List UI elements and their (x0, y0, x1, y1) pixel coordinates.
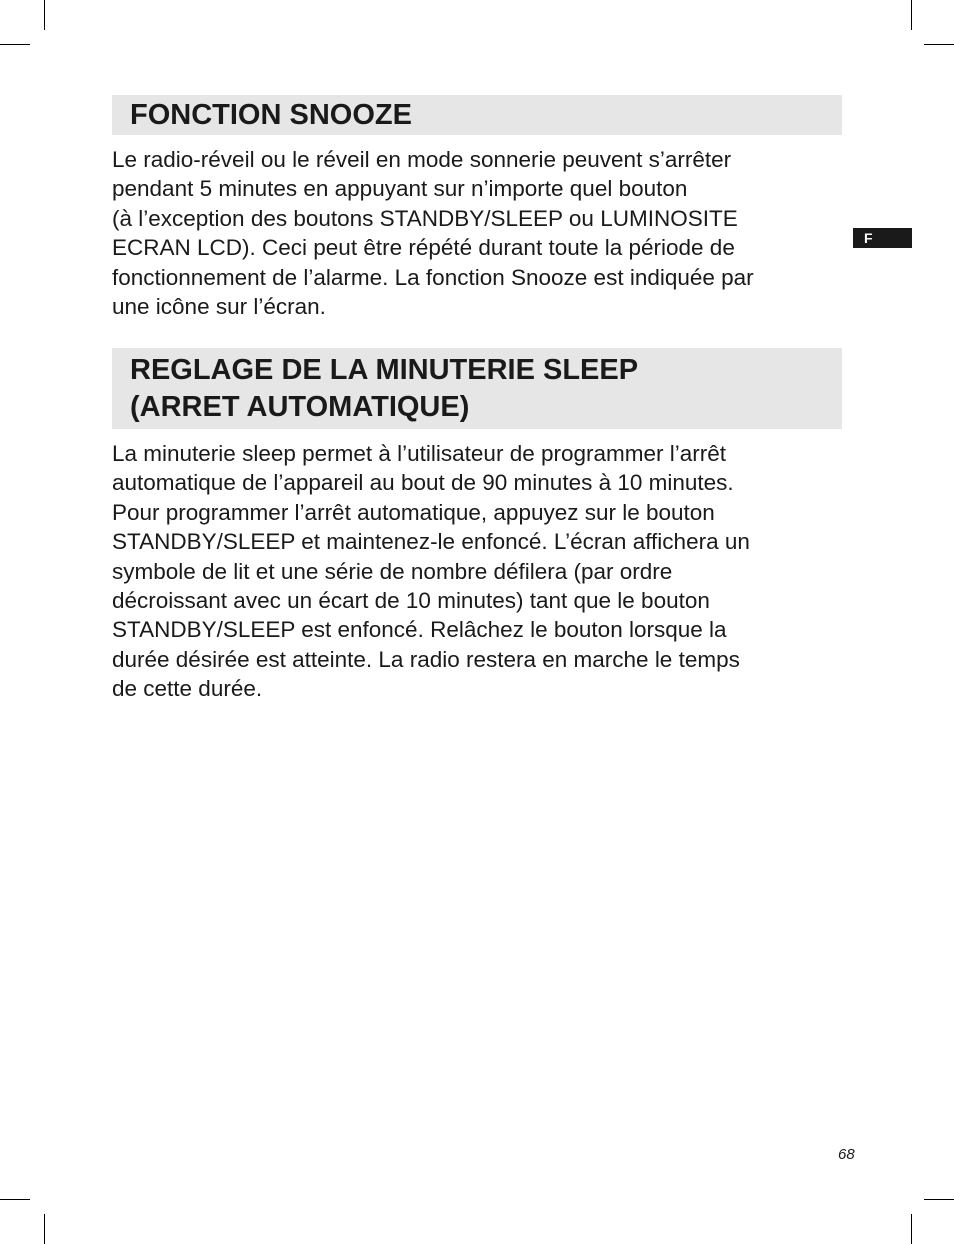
section-body-snooze (112, 145, 852, 321)
body-line: Le radio-réveil ou le réveil en mode sonnerie peuvent s’arrêter (112, 147, 732, 172)
body-line: pendant 5 minutes en appuyant sur n’importe quel bouton (112, 176, 688, 202)
heading-line: REGLAGE DE LA MINUTERIE SLEEP (130, 354, 639, 386)
crop-mark-bottom-left-horizontal (0, 1199, 30, 1200)
body-line: Pour programmer l’arrêt automatique, appuyez sur le bouton (112, 499, 715, 525)
heading-line: FONCTION SNOOZE (130, 99, 412, 131)
body-line: La minuterie sleep permet à l’utilisateur de programmer l’arrêt (112, 441, 727, 466)
crop-mark-top-right-horizontal (924, 44, 954, 45)
section-heading-sleep-timer (112, 348, 842, 429)
body-line: STANDBY/SLEEP et maintenez-le enfoncé. L’écran affichera un (112, 529, 750, 555)
crop-mark-bottom-right-vertical (911, 1214, 912, 1244)
crop-mark-top-right-vertical (911, 0, 912, 30)
body-line: une icône sur l’écran. (112, 294, 326, 320)
section-body-sleep-timer (112, 439, 852, 704)
crop-mark-top-left-horizontal (0, 44, 30, 45)
language-tab: F (853, 228, 912, 248)
body-line: automatique de l’appareil au bout de 90 minutes à 10 minutes. (112, 470, 734, 496)
page-number: 68 (838, 1146, 855, 1163)
body-line: STANDBY/SLEEP est enfoncé. Relâchez le bouton lorsque la (112, 617, 727, 643)
crop-mark-bottom-right-horizontal (924, 1199, 954, 1200)
crop-mark-top-left-vertical (44, 0, 45, 30)
heading-line: (ARRET AUTOMATIQUE) (130, 391, 470, 423)
crop-mark-bottom-left-vertical (44, 1214, 45, 1244)
body-line: (à l’exception des boutons STANDBY/SLEEP ou LUMINOSITE (112, 205, 738, 231)
body-line: de cette durée. (112, 676, 263, 702)
body-line: ECRAN LCD). Ceci peut être répété durant toute la période de (112, 235, 735, 261)
section-heading-snooze (112, 95, 842, 135)
body-line: décroissant avec un écart de 10 minutes) tant que le bouton (112, 588, 710, 614)
body-line: fonctionnement de l’alarme. La fonction Snooze est indiquée par (112, 264, 754, 290)
body-line: symbole de lit et une série de nombre défilera (par ordre (112, 558, 673, 584)
body-line: durée désirée est atteinte. La radio restera en marche le temps (112, 646, 740, 672)
